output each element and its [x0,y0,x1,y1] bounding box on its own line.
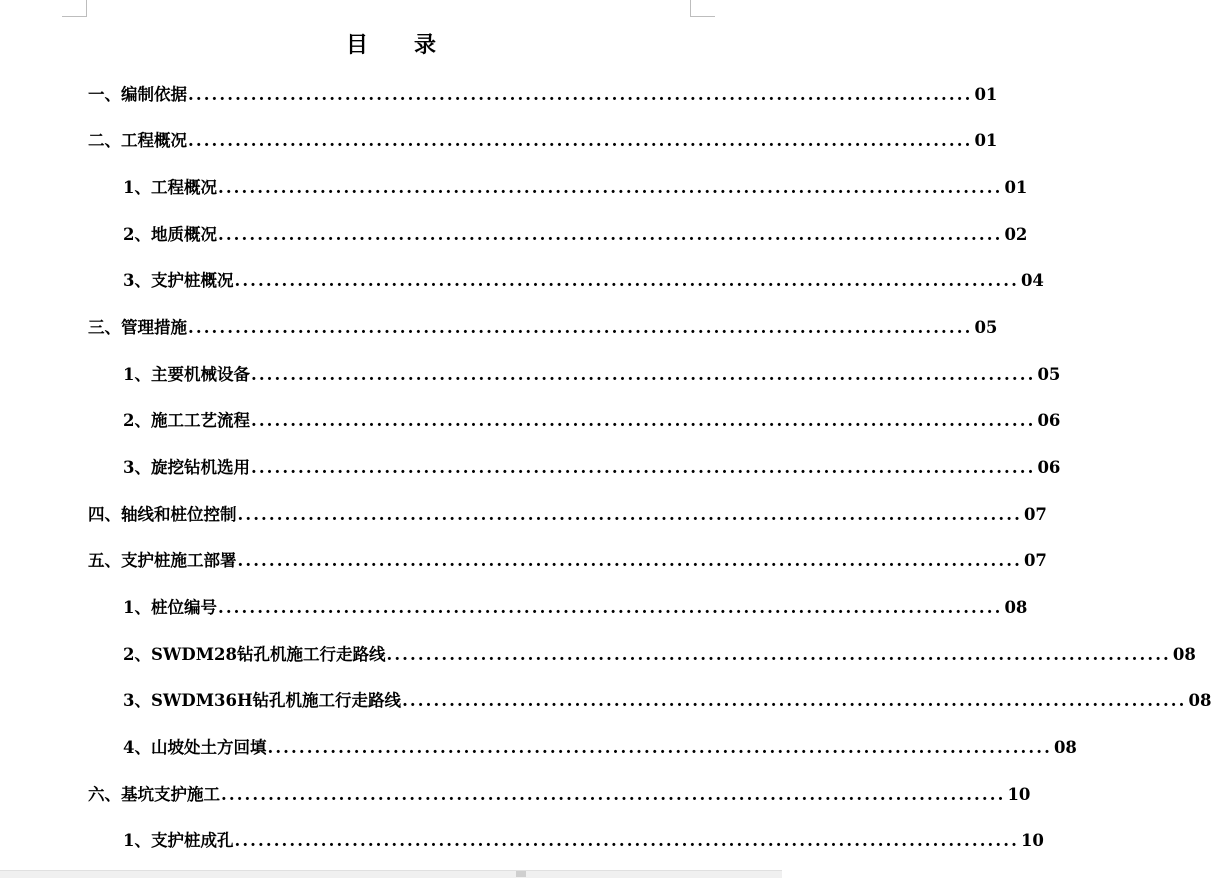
toc-entry-label: 2、施工工艺流程 [123,411,250,430]
toc-entry-label: 1、工程概况 [123,178,217,197]
toc-entry-label: 2、地质概况 [123,225,217,244]
toc-leader-dots: .................................................................................................... [237,551,1022,570]
toc-leader-dots: .................................................................................................... [250,411,1036,430]
toc-entry-page: 08 [1053,738,1077,757]
horizontal-scrollbar[interactable] [0,870,782,878]
toc-entry-page: 05 [1037,365,1061,384]
toc-entry-label: 4、山坡处土方回填 [123,738,267,757]
toc-entry-page: 10 [1020,831,1044,850]
toc-entry[interactable] [88,504,1047,526]
toc-leader-dots: .................................................................................................... [250,365,1036,384]
toc-entry-label: 四、轴线和桩位控制 [88,505,237,524]
toc-entry-page: 06 [1037,411,1061,430]
toc-entry[interactable] [88,84,998,106]
toc-entry-page: 06 [1037,458,1061,477]
toc-entry[interactable] [123,737,1077,759]
toc-leader-dots: .................................................................................................... [188,318,973,337]
toc-entry[interactable] [88,784,1031,806]
toc-entry-label: 1、支护桩成孔 [123,831,234,850]
crop-mark-top-left [62,16,87,17]
toc-entry[interactable] [88,130,998,152]
toc-entry-page: 08 [1004,598,1028,617]
toc-entry-label: 2、SWDM28钻孔机施工行走路线 [123,645,386,664]
toc-entry-page: 01 [974,131,998,150]
toc-entry[interactable] [123,410,1061,432]
toc-entry-label: 3、旋挖钻机选用 [123,458,250,477]
toc-entry[interactable] [88,317,998,339]
toc-leader-dots: .................................................................................................... [234,271,1019,290]
toc-title-char: 录 [414,32,437,58]
toc-leader-dots: .................................................................................................... [234,831,1019,850]
toc-entry-label: 二、工程概况 [88,131,187,150]
toc-leader-dots: .................................................................................................... [217,598,1003,617]
toc-entry[interactable] [123,457,1061,479]
toc-entry-page: 08 [1172,645,1196,664]
toc-entry-page: 01 [1004,178,1028,197]
toc-entry[interactable] [123,224,1028,246]
toc-entry-page: 02 [1004,225,1028,244]
toc-entry-label: 1、桩位编号 [123,598,217,617]
toc-leader-dots: .................................................................................................... [188,85,973,104]
toc-entry[interactable] [123,644,1196,666]
toc-entry-label: 3、SWDM36H钻孔机施工行走路线 [123,691,402,710]
toc-entry-page: 08 [1188,691,1211,710]
toc-entry-label: 3、支护桩概况 [123,271,234,290]
toc-entry[interactable] [123,270,1044,292]
toc-leader-dots: .................................................................................................... [217,178,1003,197]
toc-entry[interactable] [123,177,1028,199]
toc-entry-page: 05 [974,318,998,337]
crop-mark-top-left [86,0,87,16]
scrollbar-thumb[interactable] [516,871,526,877]
toc-entry[interactable] [123,830,1044,852]
toc-entry-label: 三、管理措施 [88,318,187,337]
toc-leader-dots: .................................................................................................... [386,645,1171,664]
toc-entry-label: 一、编制依据 [88,85,187,104]
toc-entry-page: 07 [1023,505,1047,524]
toc-entry-page: 07 [1023,551,1047,570]
toc-title-char: 目 [345,32,368,58]
toc-entry[interactable] [123,597,1028,619]
toc-entry-label: 1、主要机械设备 [123,365,250,384]
toc-leader-dots: .................................................................................................... [250,458,1036,477]
toc-entry[interactable] [123,364,1061,386]
toc-entry-page: 10 [1007,785,1031,804]
toc-leader-dots: .................................................................................................... [402,691,1187,710]
crop-mark-top-right [690,16,715,17]
toc-entry-page: 01 [974,85,998,104]
toc-entry[interactable] [88,550,1047,572]
toc-title [0,29,782,61]
toc-entry-label: 六、基坑支护施工 [88,785,220,804]
toc-leader-dots: .................................................................................................... [188,131,973,150]
toc-leader-dots: .................................................................................................... [221,785,1006,804]
crop-mark-top-right [690,0,691,16]
toc-entry-page: 04 [1020,271,1044,290]
toc-leader-dots: .................................................................................................... [267,738,1052,757]
toc-entry[interactable] [123,690,1211,712]
toc-entry-label: 五、支护桩施工部署 [88,551,237,570]
toc-leader-dots: .................................................................................................... [237,505,1022,524]
toc-leader-dots: .................................................................................................... [217,225,1003,244]
